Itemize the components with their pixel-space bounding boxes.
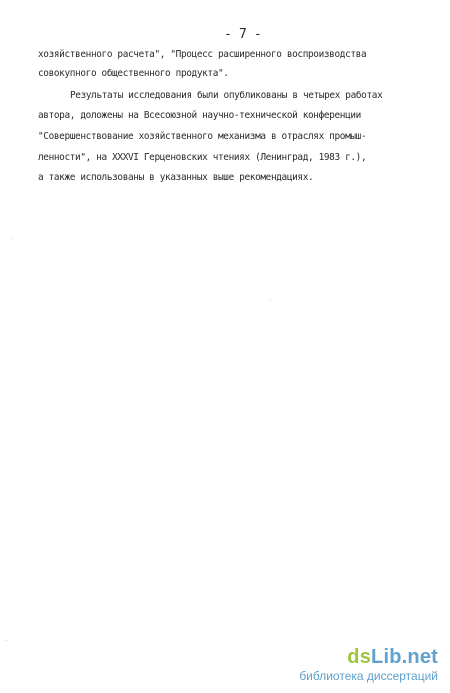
text-line-7: а также использованы в указанных выше рекомендациях. xyxy=(38,172,314,183)
text-line-1: хозяйственного расчета", "Процесс расширенного воспроизводства xyxy=(38,49,367,60)
text-line-5: "Совершенствование хозяйственного механизма в отраслях промыш- xyxy=(38,131,367,142)
dslib-logo xyxy=(248,646,438,668)
logo-ds-part: ds xyxy=(347,646,372,668)
text-line-4: автора, доложены на Всесоюзной научно-технической конференции xyxy=(38,110,361,121)
dslib-watermark xyxy=(248,646,438,683)
logo-net-part: .net xyxy=(401,646,438,668)
text-line-6: ленности", на XXXVI Герценовских чтениях (Ленинград, 1983 г.), xyxy=(38,152,367,163)
watermark-subtitle: библиотека диссертаций xyxy=(299,669,438,683)
page-number: - 7 - xyxy=(224,27,262,42)
text-line-2: совокупного общественного продукта". xyxy=(38,68,229,79)
paragraph-start-line: Результаты исследования были опубликованы в четырех работах xyxy=(70,90,383,101)
logo-lib-part: Lib xyxy=(371,646,402,668)
